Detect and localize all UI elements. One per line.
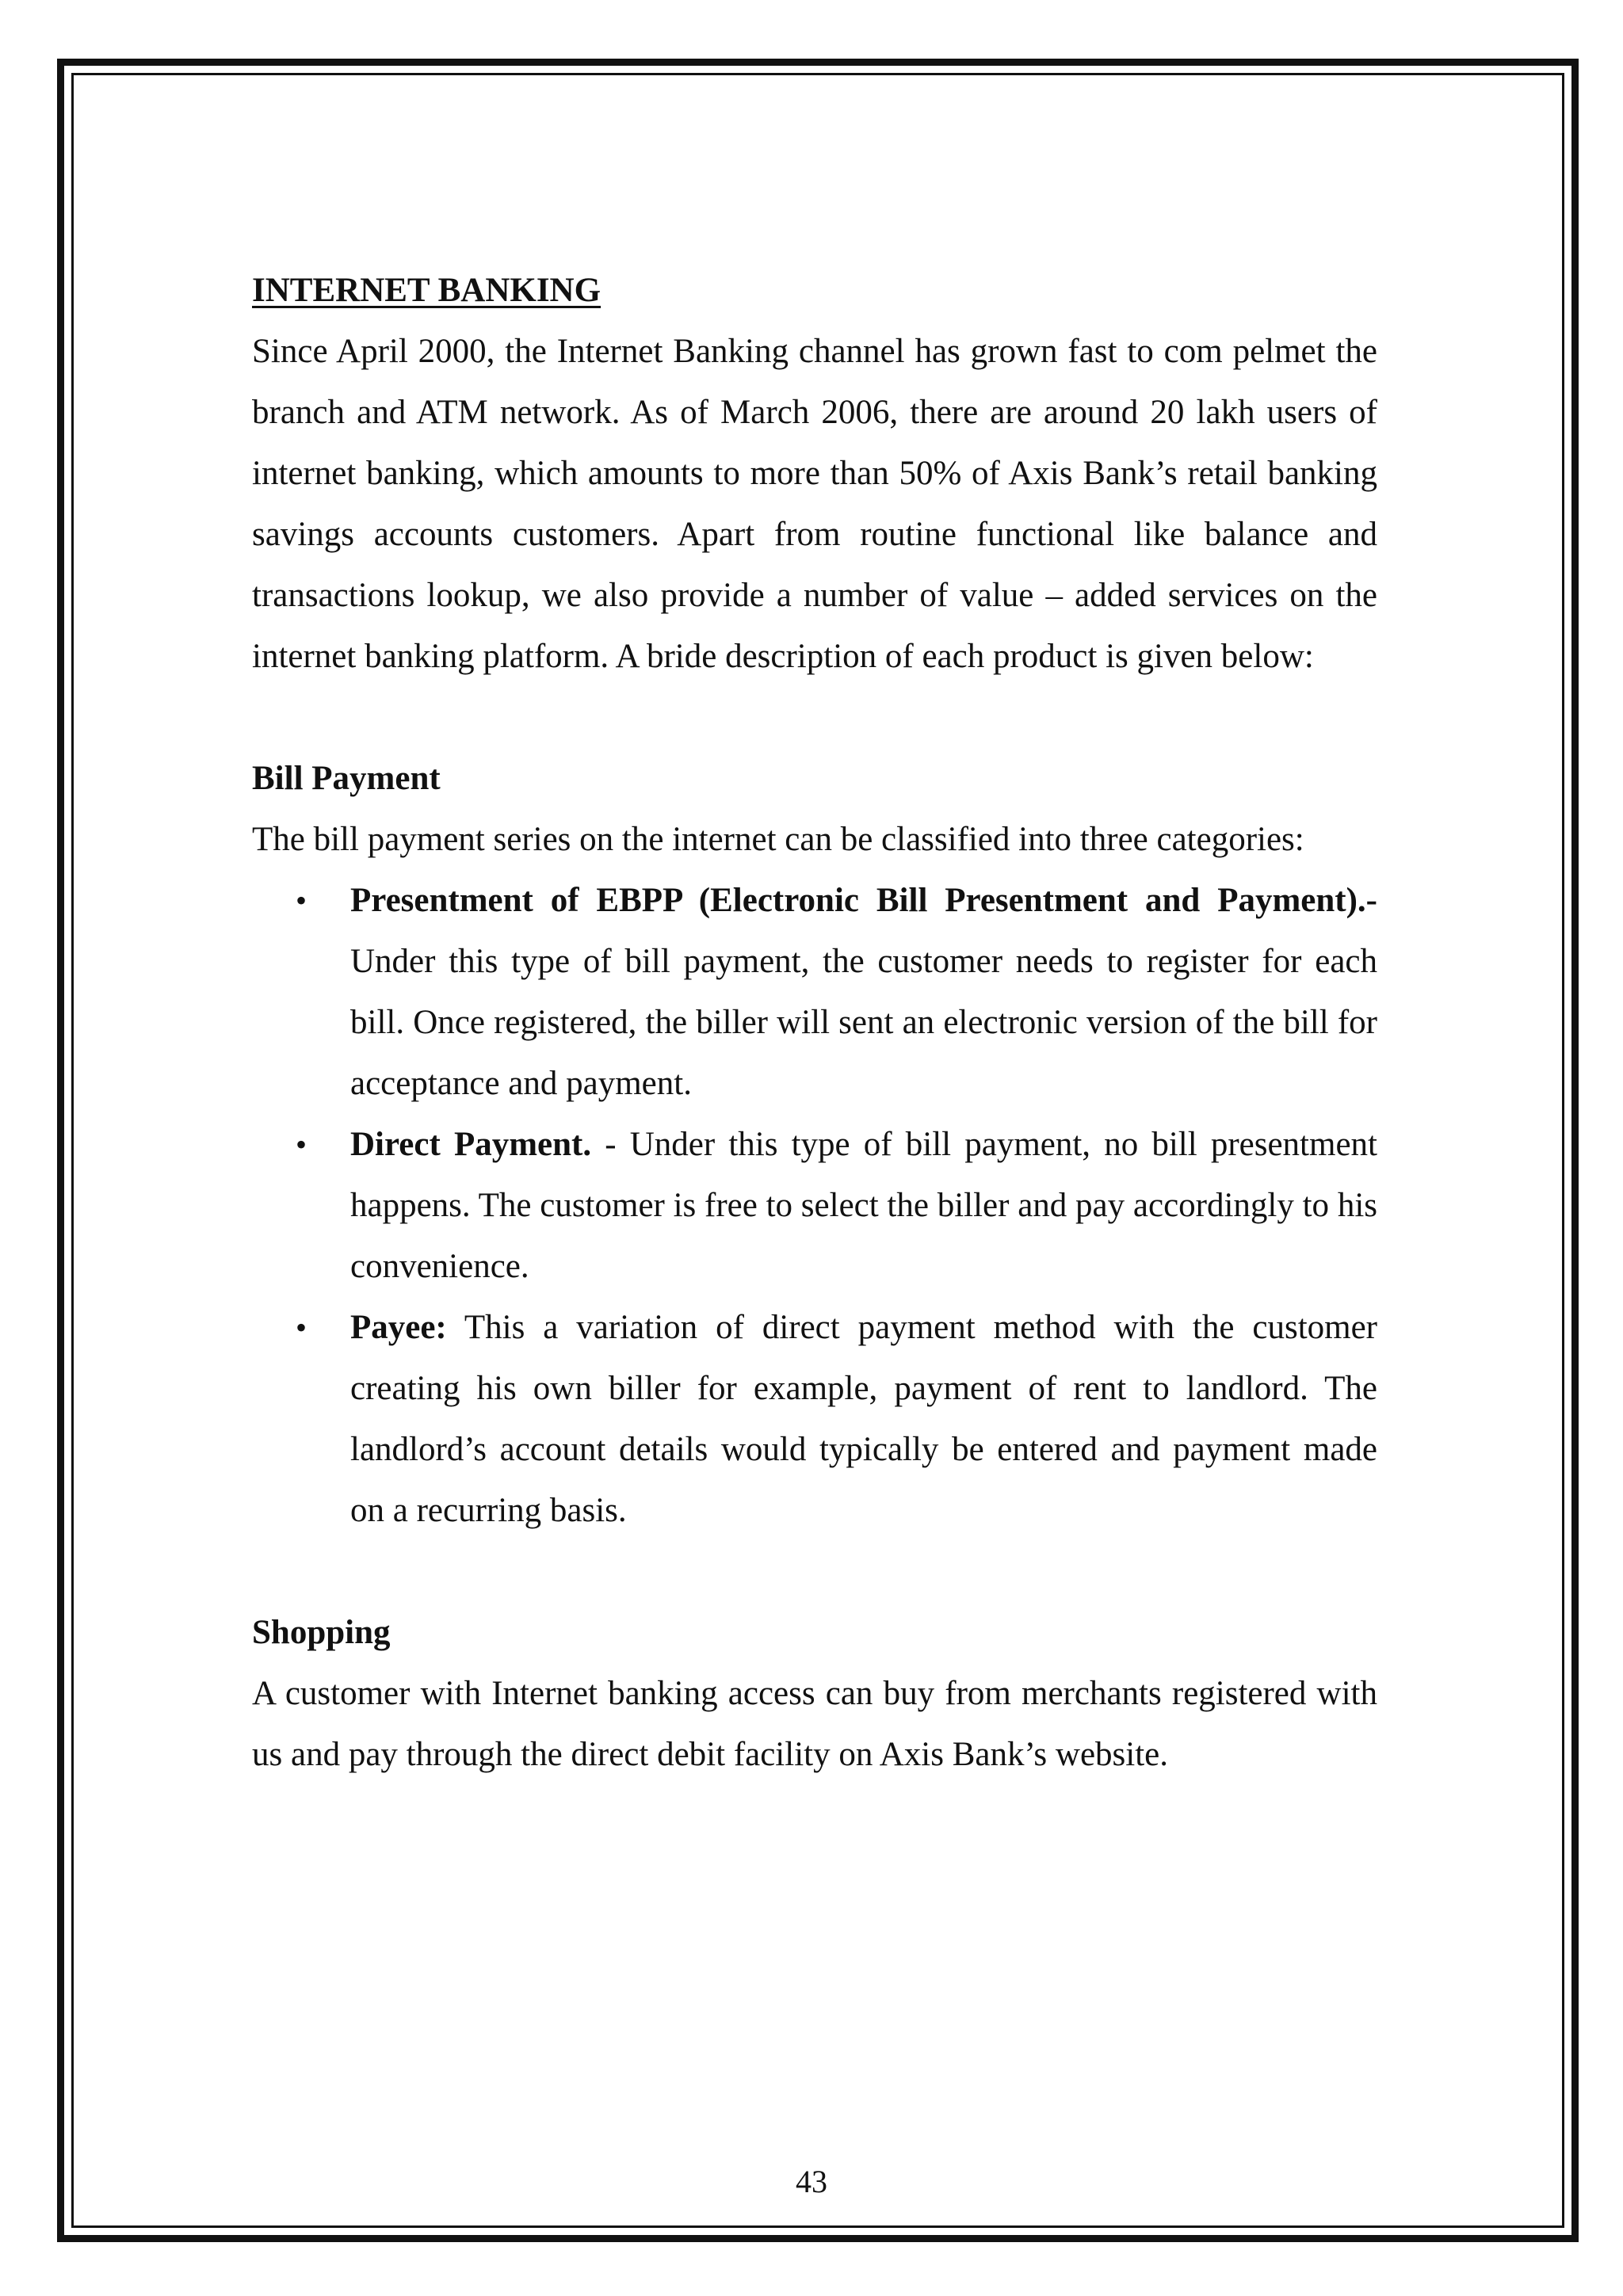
bullet-icon: •	[296, 1310, 307, 1345]
bill-payment-categories-list	[252, 870, 1377, 1541]
list-item-text: Under this type of bill payment, the customer needs to register for each bill. Once registered, the biller will sent an electronic version of the bill for acceptance and payment.	[350, 943, 1377, 1102]
page-number: 43	[796, 2164, 827, 2199]
document-body	[252, 260, 1377, 1785]
list-item-direct-payment	[252, 1114, 1377, 1297]
list-item-payee	[252, 1297, 1377, 1541]
list-item-text: - Under this type of bill payment, no bill presentment happens. The customer is free to select the biller and pay accordingly to his convenience.	[350, 1126, 1377, 1285]
list-item-lead: Presentment of EBPP (Electronic Bill Presentment and Payment).-	[350, 882, 1377, 919]
shopping-heading: Shopping	[252, 1614, 391, 1651]
list-item-ebpp	[252, 870, 1377, 1114]
section-spacer	[252, 687, 1377, 748]
bill-payment-heading: Bill Payment	[252, 760, 441, 797]
shopping-paragraph: A customer with Internet banking access can buy from merchants registered with us and pay through the direct debit facility on Axis Bank’s website.	[252, 1675, 1377, 1773]
bill-payment-intro: The bill payment series on the internet can be classified into three categories:	[252, 821, 1304, 858]
list-item-lead: Payee:	[350, 1309, 447, 1346]
list-item-text: This a variation of direct payment method with the customer creating his own biller for example, payment of rent to landlord. The landlord’s account details would typically be entered and payment made on a recurring basis.	[350, 1309, 1377, 1529]
section-spacer	[252, 1541, 1377, 1602]
list-item-lead: Direct Payment.	[350, 1126, 592, 1163]
bullet-icon: •	[296, 1127, 307, 1162]
bullet-icon: •	[296, 883, 307, 918]
internet-banking-heading: INTERNET BANKING	[252, 272, 601, 309]
internet-banking-paragraph: Since April 2000, the Internet Banking channel has grown fast to com pelmet the branch and ATM network. As of March 2006, there are around 20 lakh users of internet banking, which amounts to more than 50% of Axis Bank’s retail banking savings accounts customers. Apart from routine functional like balance and transactions lookup, we also provide a number of value – added services on the internet banking platform. A bride description of each product is given below:	[252, 333, 1377, 675]
